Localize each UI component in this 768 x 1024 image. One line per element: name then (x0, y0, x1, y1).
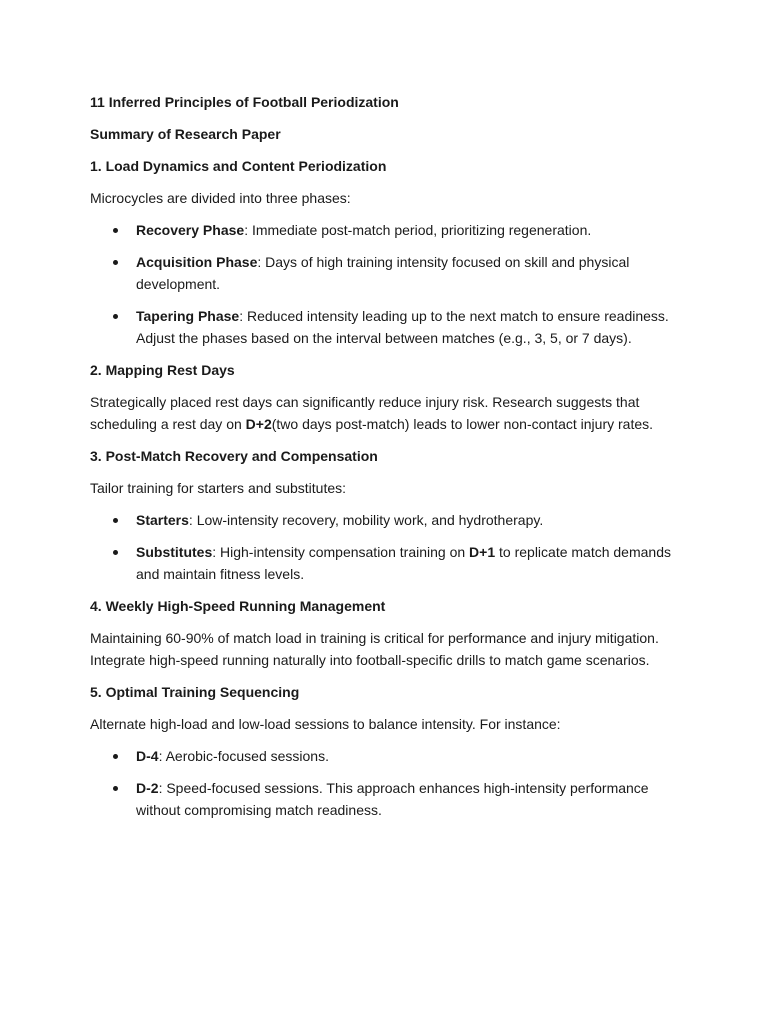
list-item-text: : Days of high training intensity focused on skill and physical development. (136, 254, 630, 292)
section-1-list (90, 219, 688, 349)
section-1-heading: 1. Load Dynamics and Content Periodization (90, 158, 387, 174)
document-subtitle: Summary of Research Paper (90, 126, 281, 142)
list-item-text: : Speed-focused sessions. This approach enhances high-intensity performance without compromising match readiness. (136, 780, 649, 818)
section-4-body: Maintaining 60-90% of match load in training is critical for performance and injury mitigation. Integrate high-speed running naturally into football-specific drills to match game scenarios. (90, 630, 659, 668)
section-2-rest-day: D+2 (245, 416, 272, 432)
list-item-term: Recovery Phase (136, 222, 245, 238)
section-2-text-before: Strategically placed rest days can significantly reduce injury risk. Research suggests that scheduling a rest day on (90, 394, 640, 432)
list-item-text: : Low-intensity recovery, mobility work, and hydrotherapy. (188, 512, 544, 528)
section-3-list (90, 509, 688, 585)
document-title: 11 Inferred Principles of Football Periodization (90, 94, 399, 110)
list-item-term: Tapering Phase (136, 308, 240, 324)
list-item-text: : Immediate post-match period, prioritizing regeneration. (244, 222, 592, 238)
list-item (90, 305, 688, 349)
list-item-term: Starters (136, 512, 189, 528)
section-2-heading: 2. Mapping Rest Days (90, 362, 235, 378)
list-item-text: : Aerobic-focused sessions. (158, 748, 329, 764)
list-item-text: : High-intensity compensation training on (212, 544, 470, 560)
list-item-text: : Reduced intensity leading up to the next match to ensure readiness. Adjust the phases based on the interval between matches (e.g., 3, 5, or 7 days). (136, 308, 669, 346)
section-2-text-after: (two days post-match) leads to lower non-contact injury rates. (271, 416, 654, 432)
list-item (90, 777, 688, 821)
section-2-body (90, 391, 688, 435)
list-item-term: Acquisition Phase (136, 254, 258, 270)
list-item-term: D-2 (136, 780, 159, 796)
section-3-intro: Tailor training for starters and substitutes: (90, 480, 347, 496)
section-5-heading: 5. Optimal Training Sequencing (90, 684, 300, 700)
list-item (90, 219, 688, 241)
list-item-text: to replicate match demands and maintain fitness levels. (136, 544, 671, 582)
list-item-term: Substitutes (136, 544, 213, 560)
list-item (90, 745, 688, 767)
list-item (90, 541, 688, 585)
list-item (90, 251, 688, 295)
section-5-intro: Alternate high-load and low-load sessions to balance intensity. For instance: (90, 716, 561, 732)
section-3-heading: 3. Post-Match Recovery and Compensation (90, 448, 378, 464)
list-item (90, 509, 688, 531)
section-4-heading: 4. Weekly High-Speed Running Management (90, 598, 386, 614)
list-item-term: D-4 (136, 748, 159, 764)
section-5-list (90, 745, 688, 821)
list-item-day: D+1 (469, 544, 496, 560)
section-1-intro: Microcycles are divided into three phases: (90, 190, 351, 206)
